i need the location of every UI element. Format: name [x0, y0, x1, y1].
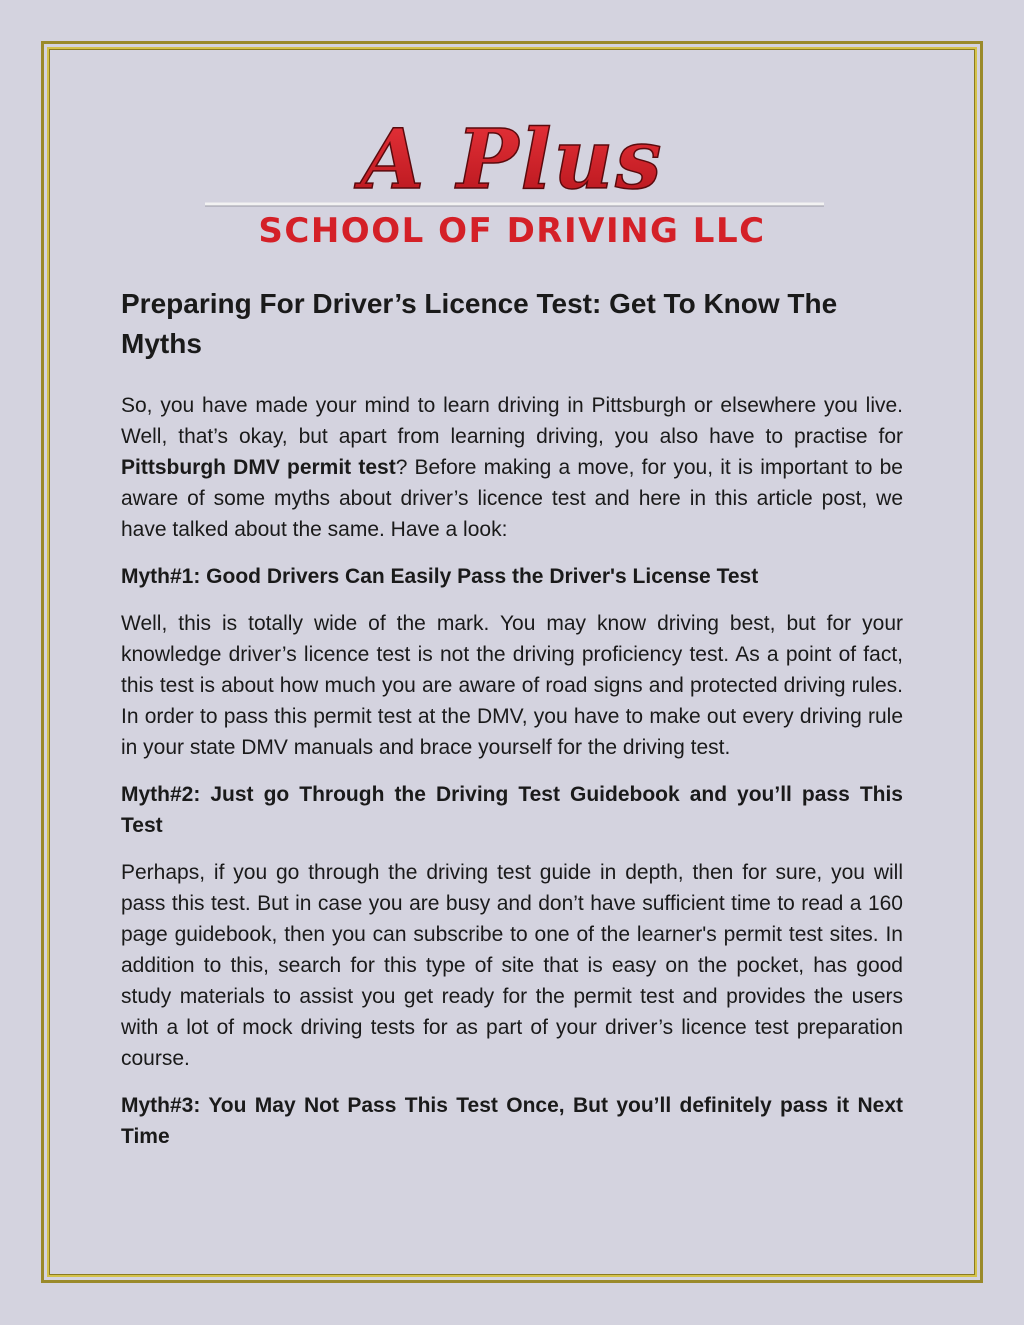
school-logo: [0, 110, 1024, 250]
article-title: Preparing For Driver’s Licence Test: Get To Know The Myths: [121, 288, 838, 359]
myth-3-heading: Myth#3: You May Not Pass This Test Once, But you’ll definitely pass it Next Time: [121, 1094, 903, 1148]
intro-text-before: So, you have made your mind to learn driving in Pittsburgh or elsewhere you live. Well, that’s okay, but apart from learning driving, you also have to practise for: [121, 394, 903, 448]
myth-2-text: Perhaps, if you go through the driving test guide in depth, then for sure, you will pass this test. But in case you are busy and don’t have sufficient time to read a 160 page guidebook, then you can subscribe to one of the learner's permit test sites. In addition to this, search for this type of site that is easy on the pocket, has good study materials to assist you get ready for the permit test and provides the users with a lot of mock driving tests for as part of your driver’s licence test preparation course.: [121, 861, 903, 1070]
myth-1-text: Well, this is totally wide of the mark. You may know driving best, but for your knowledge driver’s licence test is not the driving proficiency test. As a point of fact, this test is about how much you are aware of road signs and protected driving rules. In order to pass this permit test at the DMV, you have to make out every driving rule in your state DMV manuals and brace yourself for the driving test.: [121, 612, 903, 759]
logo-graphic: [0, 110, 1024, 250]
intro-bold-keyword: Pittsburgh DMV permit test: [121, 456, 396, 479]
myth-2-heading: Myth#2: Just go Through the Driving Test Guidebook and you’ll pass This Test: [121, 783, 903, 837]
intro-paragraph: [121, 390, 903, 545]
logo-brand-text: A Plus: [360, 112, 664, 208]
intro-text-after: ? Before making a move, for you, it is important to be aware of some myths about driver’s licence test and here in this article post, we have talked about the same. Have a look:: [121, 456, 903, 541]
myth-1-heading: Myth#1: Good Drivers Can Easily Pass the Driver's License Test: [121, 565, 759, 588]
article-content: [121, 284, 903, 1168]
logo-tagline-text: SCHOOL OF DRIVING LLC: [258, 211, 766, 250]
